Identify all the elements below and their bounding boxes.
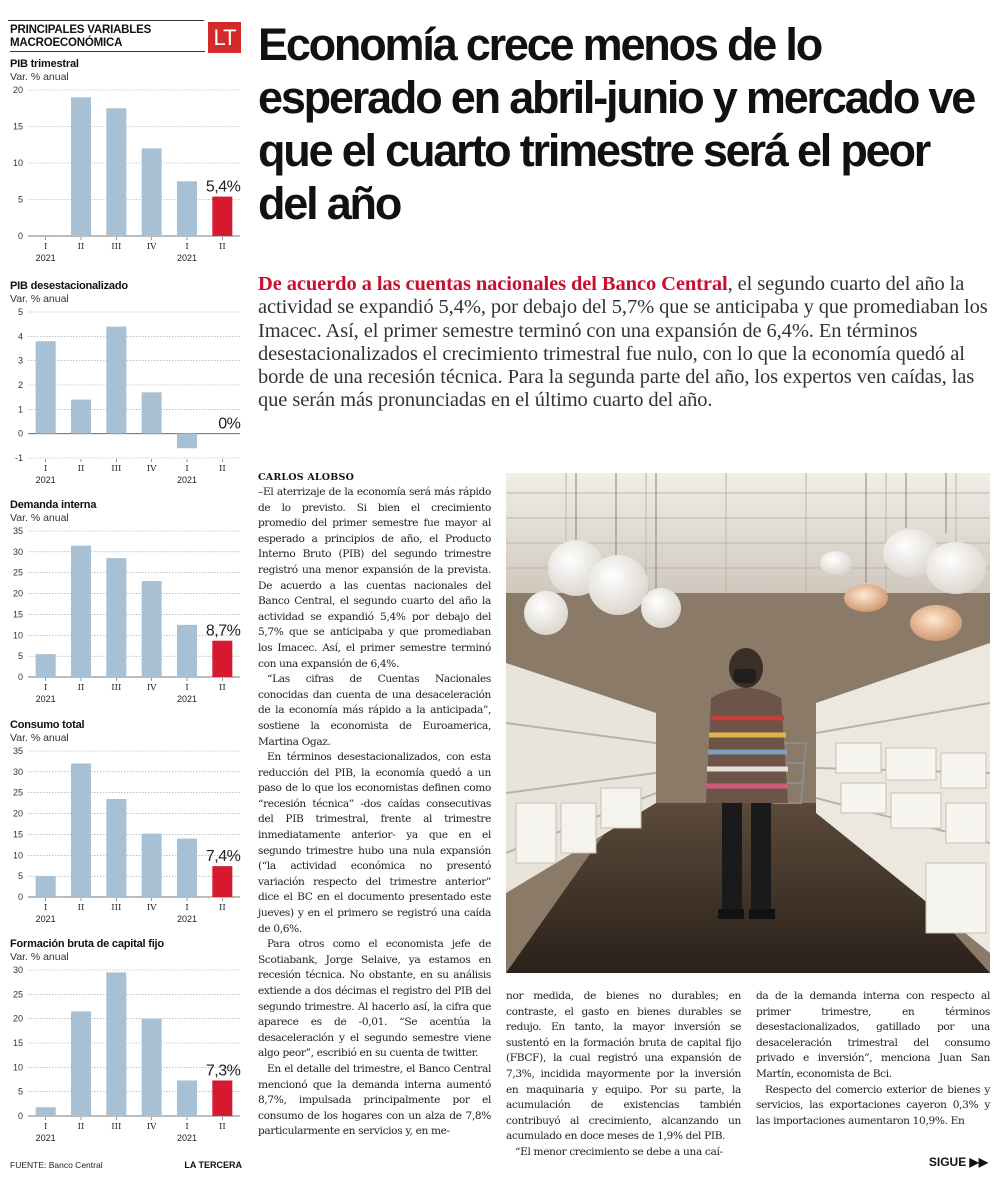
bar [142, 148, 162, 236]
bar [71, 400, 91, 434]
indicators-sidebar [8, 20, 242, 1176]
chart-title: Demanda interna [10, 499, 97, 511]
lead-text: , el segundo cuarto del año la actividad se expandió 5,4%, por debajo del 5,7% que se anticipaba y que promediaban los Imacec. Así, el primer semestre terminó con una expansión de 6,4%. En términos desestacionalizados el crecimiento trimestral fue nulo, con lo que la economía quedó al borde de una recesión técnica. Para la segunda parte del año, los expertos ven caídas, las que serán más pronunciadas en el último cuarto del año. [258, 273, 988, 412]
chart-plot [8, 84, 242, 264]
article-headline: Economía crece menos de lo esperado en abril-junio y mercado ve que el cuarto trimestre será el peor del año [258, 19, 975, 229]
year-label: 2021 [176, 253, 198, 263]
x-tick-label: II [218, 1122, 226, 1132]
year-label: 2021 [176, 1133, 198, 1143]
x-tick-label: I [185, 242, 189, 252]
chart-subtitle: Var. % anual [10, 293, 69, 305]
y-tick-label: 25 [12, 787, 23, 798]
y-tick-label: 10 [12, 1062, 23, 1073]
bar [142, 392, 162, 433]
y-tick-label: 20 [12, 1013, 23, 1024]
y-tick-label: 0 [17, 672, 23, 682]
year-label: 2021 [176, 475, 198, 485]
sidebar-top-rule [8, 20, 204, 21]
bar-highlight [212, 866, 232, 897]
body-column-3 [756, 989, 990, 1129]
x-tick-label: I [185, 903, 189, 913]
store-interior-photo [506, 473, 990, 973]
x-tick-label: III [111, 464, 122, 474]
chart-subtitle: Var. % anual [10, 71, 69, 83]
chart-title: PIB desestacionalizado [10, 280, 128, 292]
y-tick-label: 35 [12, 746, 23, 756]
y-tick-label: 3 [17, 355, 23, 366]
paragraph: Respecto del comercio exterior de bienes y servicios, las exportaciones cayeron 0,3% y las importaciones aumentaron 10,9%. En [756, 1083, 990, 1127]
y-tick-label: 15 [12, 829, 23, 840]
lead-highlight: De acuerdo a las cuentas nacionales del Banco Central [258, 273, 728, 295]
paragraph: da de la demanda interna con respecto al primer trimestre, en términos desestacionalizados, gatillado por una desaceleración trimestral del consumo privado e inversión”, menciona Juan San Martín, economista de Bci. [756, 990, 990, 1080]
highlight-value-label: 7,3% [205, 1062, 241, 1080]
x-tick-label: I [43, 683, 48, 693]
x-tick-label: I [43, 242, 48, 252]
y-tick-label: 20 [12, 588, 23, 599]
chart-subtitle: Var. % anual [10, 732, 69, 744]
y-tick-label: 0 [17, 892, 23, 902]
year-label: 2021 [35, 253, 56, 263]
paragraph: nor medida, de bienes no durables; en contraste, el gasto en bienes durables se redujo. En tanto, la mayor inversión se sustentó en la formación bruta de capital fijo (FBCF), la cual registró una expansión de 7,3%, incidida mayormente por la inversión en maquinaria y equipo. Por su parte, la acumulación de existencias también contribuyó al crecimiento, alcanzando un acumulado en doce meses de 1,9% del PIB. [506, 990, 741, 1143]
source-note: FUENTE: Banco Central [10, 1160, 103, 1170]
y-tick-label: 10 [12, 850, 23, 861]
y-tick-label: 2 [17, 380, 23, 390]
x-tick-label: IV [146, 903, 157, 913]
y-tick-label: 35 [12, 526, 23, 536]
bar [142, 834, 162, 897]
y-tick-label: 25 [12, 989, 23, 1000]
year-label: 2021 [35, 914, 56, 924]
year-label: 2021 [35, 475, 56, 485]
x-tick-label: III [111, 1122, 122, 1132]
bar [71, 764, 91, 897]
chart-plot [8, 745, 242, 925]
paragraph: –El aterrizaje de la economía será más rápido de lo previsto. Si bien el crecimiento promedio del primer semestre fue mayor al esperado a principios de año, el Producto Interno Bruto (PIB) del segundo trimestre registró una menor expansión de la prevista. De acuerdo a las cuentas nacionales del Banco Central, el segundo cuarto del año la actividad se expandió 5,4% por debajo del 5,7% que se anticipaba y que promediaban los Imacec. Así, el primer semestre terminó con una expansión de 6,4%. [258, 486, 491, 670]
chart-demanda-interna [8, 499, 242, 709]
la-tercera-logo: LT [208, 22, 241, 53]
y-tick-label: 10 [12, 158, 23, 168]
article-lead [258, 273, 990, 413]
bar [177, 1080, 197, 1116]
x-tick-label: II [77, 903, 85, 913]
bar [142, 581, 162, 677]
x-tick-label: II [77, 464, 85, 474]
highlight-value-label: 8,7% [205, 622, 241, 640]
x-tick-label: II [77, 242, 85, 252]
byline: CARLOS ALOBSO [258, 472, 355, 483]
x-tick-label: II [218, 464, 226, 474]
bar [106, 327, 126, 434]
y-tick-label: 5 [17, 194, 23, 205]
y-tick-label: 5 [17, 307, 23, 317]
bar [106, 558, 126, 677]
x-tick-label: I [185, 1122, 189, 1132]
x-tick-label: II [218, 242, 226, 252]
y-tick-label: 15 [12, 1038, 23, 1048]
chart-title: PIB trimestral [10, 58, 79, 70]
bar [36, 1107, 56, 1116]
y-tick-label: 20 [12, 85, 23, 95]
y-tick-label: 15 [12, 609, 23, 620]
y-tick-label: 5 [17, 871, 23, 882]
bar [71, 97, 91, 236]
y-tick-label: 20 [12, 808, 23, 819]
y-tick-label: 30 [12, 965, 23, 975]
bar [71, 1011, 91, 1116]
x-tick-label: I [185, 683, 189, 693]
y-tick-label: 0 [17, 428, 23, 439]
highlight-value-label: 5,4% [205, 178, 241, 196]
chart-consumo-total [8, 719, 242, 929]
x-tick-label: II [218, 683, 226, 693]
x-tick-label: II [77, 683, 85, 693]
x-tick-label: III [111, 903, 122, 913]
year-label: 2021 [35, 1133, 56, 1143]
y-tick-label: 0 [17, 1111, 23, 1121]
paragraph: “El menor crecimiento se debe a una caí- [515, 1145, 723, 1158]
brand-footer: LA TERCERA [184, 1160, 242, 1170]
body-column-1 [258, 485, 491, 1140]
chart-pib-trimestral [8, 58, 242, 268]
x-tick-label: IV [146, 683, 157, 693]
chart-subtitle: Var. % anual [10, 951, 69, 963]
bar [177, 839, 197, 897]
chart-plot [8, 306, 242, 486]
chart-subtitle: Var. % anual [10, 512, 69, 524]
chart-pib-desestacionalizado [8, 280, 242, 490]
y-tick-label: 30 [12, 766, 23, 777]
bar [142, 1019, 162, 1116]
y-tick-label: 1 [17, 404, 23, 415]
y-tick-label: 15 [12, 121, 23, 132]
body-column-2 [506, 989, 741, 1161]
year-label: 2021 [35, 694, 56, 704]
year-label: 2021 [176, 914, 198, 924]
y-tick-label: 0 [17, 231, 23, 241]
paragraph: En términos desestacionalizados, con esta reducción del PIB, la economía quedó a un paso de lo que los economistas definen como “recesión técnica” -dos caídas consecutivas del PIB trimestral, frente al trimestre inmediatamente anterior- ya que en el segundo trimestre hubo una nula expansión (“la actividad económica no presentó variación respecto del trimestre anterior” dice el BC en el documento presentado este jueves) y en el primero se registró una caída de 0,6%. [258, 751, 491, 935]
paragraph: Para otros como el economista jefe de Scotiabank, Jorge Selaive, ya estamos en recesión técnica. No obstante, en su análisis extiende a dos décimas el registro del PIB del segundo trimestre. Al hacerlo así, la cifra que aparece es de -0,01. “Se acentúa la desaceleración y el segundo semestre viene algo peor”, escribió en su cuenta de twitter. [258, 938, 491, 1060]
bar [177, 181, 197, 236]
bar [106, 108, 126, 236]
highlight-value-label: 7,4% [205, 848, 241, 866]
bar [177, 434, 197, 449]
x-tick-label: IV [146, 242, 157, 252]
bar-highlight [212, 641, 232, 677]
chart-fbcf [8, 938, 242, 1148]
bar [106, 799, 126, 897]
x-tick-label: III [111, 683, 122, 693]
x-tick-label: IV [146, 464, 157, 474]
sidebar-header [10, 24, 205, 52]
x-tick-label: II [218, 903, 226, 913]
bar-highlight [212, 1080, 232, 1116]
year-label: 2021 [176, 694, 198, 704]
bar [36, 876, 56, 897]
x-tick-label: I [43, 1122, 48, 1132]
x-tick-label: IV [146, 1122, 157, 1132]
continue-label: SIGUE ▶▶ [928, 1155, 988, 1169]
y-tick-label: -1 [14, 453, 23, 463]
bar [177, 625, 197, 677]
y-tick-label: 30 [12, 546, 23, 557]
y-tick-label: 5 [17, 651, 23, 662]
bar [71, 546, 91, 677]
bar-highlight [212, 197, 232, 236]
y-tick-label: 10 [12, 630, 23, 641]
y-tick-label: 4 [17, 331, 23, 342]
bar [106, 972, 126, 1116]
x-tick-label: III [111, 242, 122, 252]
article-photo [506, 473, 990, 973]
bar [36, 341, 56, 433]
highlight-value-label: 0% [218, 415, 241, 433]
x-tick-label: I [43, 464, 48, 474]
chart-title: Formación bruta de capital fijo [10, 938, 164, 950]
chart-plot [8, 964, 242, 1144]
sidebar-header-line2: MACROECONÓMICA [10, 37, 205, 52]
y-tick-label: 5 [17, 1086, 23, 1097]
x-tick-label: I [43, 903, 48, 913]
bar [36, 654, 56, 677]
paragraph: En el detalle del trimestre, el Banco Central mencionó que la demanda interna aumentó 8,7%, impulsada principalmente por el consumo de los hogares con un alza de 7,8% particularmente en servicios y, en me- [258, 1062, 491, 1138]
chart-plot [8, 525, 242, 705]
chart-title: Consumo total [10, 719, 85, 731]
x-tick-label: I [185, 464, 189, 474]
x-tick-label: II [77, 1122, 85, 1132]
y-tick-label: 25 [12, 567, 23, 578]
sidebar-header-line1: PRINCIPALES VARIABLES [10, 24, 152, 36]
paragraph: “Las cifras de Cuentas Nacionales conocidas dan cuenta de una desaceleración de la economía más rápido a la anticipada”, sostiene la economista de Euroamerica, Martina Ogaz. [258, 673, 491, 748]
